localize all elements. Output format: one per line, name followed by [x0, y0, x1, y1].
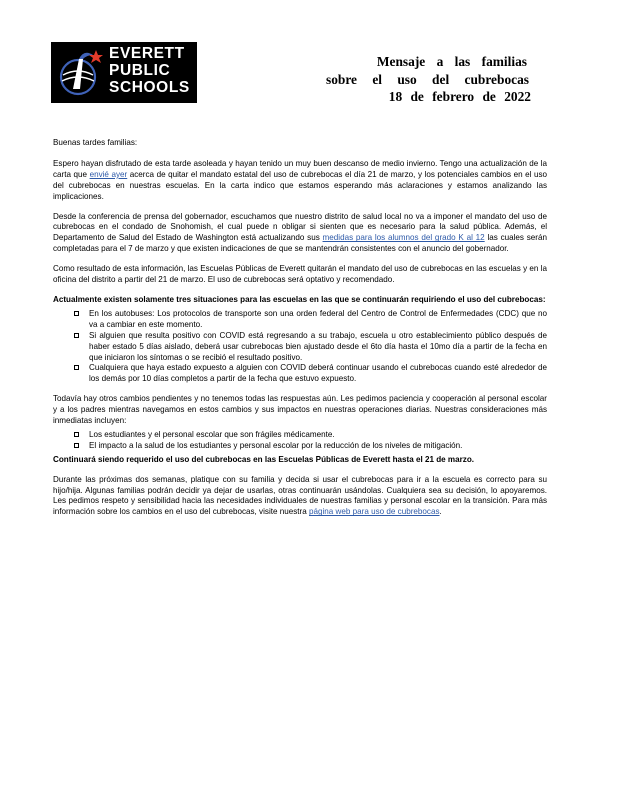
mandate-notice — [53, 455, 547, 466]
paragraph-pending-changes: Todavía hay otros cambios pendientes y no tenemos todas las respuestas aún. Les pedimos paciencia y cooperación al personal escolar y a los padres mientras navegamos en estos cambios y sus impactos en nuestras operaciones diarias. Nuestras consideraciones más inmediatas incluyen: — [53, 394, 547, 426]
logo-line: PUBLIC — [109, 62, 171, 79]
link-mask-webpage[interactable]: página web para uso de cubrebocas — [309, 507, 440, 517]
link-k12-guidance[interactable]: medidas para los alumnos del grado K al 12 — [322, 233, 485, 243]
paragraph-update — [53, 159, 547, 203]
paragraph-result: Como resultado de esta información, las Escuelas Públicas de Everett quitarán el mandato del uso de cubrebocas en las escuelas y en la oficina del distrito a partir del 21 de marzo. El uso de cubrebocas será optativo y recomendado. — [53, 264, 547, 285]
paragraph-text: Durante las próximas dos semanas, platique con su familia y decida si usar el cubrebocas para ir a la escuela es correcto para su hijo/hija. Algunas familias podrán decidir ya dejar de usarlas, otras continuarán usándolas. Cualquiera sea su decisión, lo apoyaremos. Les pedimos respeto y sensibilidad hacia las necesidades individuales de nuestras familias y personal escolar en la transición. Para más información sobre los cambios en el uso del cubrebocas, visite nuestra — [53, 474, 547, 517]
paragraph-closing — [53, 475, 547, 519]
list-item: Si alguien que resulta positivo con COVID está regresando a su trabajo, escuela u otro establecimiento público después de haber estado 5 días aislado, deberá usar cubrebocas bien ajustado desde el 6to día hasta el 10mo día a partir de la fecha en que iniciaron los síntomas o se recibió el resultado positivo. — [53, 331, 547, 364]
logo-line: SCHOOLS — [109, 79, 190, 96]
paragraph-text: las cuales serán completadas para el 7 de marzo y que existen indicaciones de que se mantendrán consistentes con el anuncio del gobernador. — [53, 233, 547, 254]
district-logo — [51, 42, 197, 103]
paragraph-text: Desde la conferencia de prensa del gobernador, escuchamos que nuestro distrito de salud local no va a imponer el mandato del uso de cubrebocas en el condado de Snohomish, el cual puede n obligar si sienten que es necesario para la salud pública. Además, el Departamento de Salud del Estado de Washington está actualizando sus — [53, 211, 547, 243]
considerations-list — [53, 430, 547, 452]
torch-star-globe-logo-icon — [53, 45, 109, 101]
situations-list — [53, 309, 547, 385]
title-line-3: 18 de febrero de 2022 — [388, 89, 531, 104]
logo-line: EVERETT — [109, 45, 185, 62]
greeting: Buenas tardes familias: — [53, 138, 138, 147]
title-line-1: Mensaje a las familias — [376, 54, 527, 69]
list-item: Cualquiera que haya estado expuesto a alguien con COVID deberá continuar usando el cubrebocas cuando esté alrededor de los demás por 10 días completos a partir de la fecha que estuvo expuesto. — [53, 363, 547, 385]
paragraph-text: Espero hayan disfrutado de esta tarde asoleada y hayan tenido un muy buen descanso de medio invierno. Tengo una actualización de la carta que — [53, 158, 547, 179]
mandate-notice-text: Continuará siendo requerido el uso del cubrebocas en las Escuelas Públicas de Everett hasta el 21 de marzo. — [53, 454, 475, 464]
situations-intro — [53, 295, 547, 306]
paragraph-text: acerca de quitar el mandato estatal del uso de cubrebocas el día 21 de marzo, y los potenciales cambios en el uso del cubrebocas en nuestras escuelas. En la carta indico que estamos esperando más aclaraciones y estamos analizando las implicaciones. — [53, 169, 548, 201]
letter-body — [53, 138, 547, 527]
title-line-2: sobre el uso del cubrebocas — [326, 71, 529, 87]
paragraph-text: . — [439, 507, 442, 517]
document-title — [300, 53, 535, 106]
paragraph-press-conference — [53, 212, 547, 256]
list-item: El impacto a la salud de los estudiantes y personal escolar por la reducción de los niveles de mitigación. — [53, 441, 547, 452]
link-previous-letter[interactable]: envié ayer — [89, 169, 128, 179]
list-item: Los estudiantes y el personal escolar que son frágiles médicamente. — [53, 430, 547, 441]
list-item: En los autobuses: Los protocolos de transporte son una orden federal del Centro de Control de Enfermedades (CDC) que no va a cambiar en este momento. — [53, 309, 547, 331]
logo-wordmark — [109, 45, 190, 96]
situations-intro-text: Actualmente existen solamente tres situaciones para las escuelas en las que se continuarán requiriendo el uso del cubrebocas: — [53, 294, 546, 304]
